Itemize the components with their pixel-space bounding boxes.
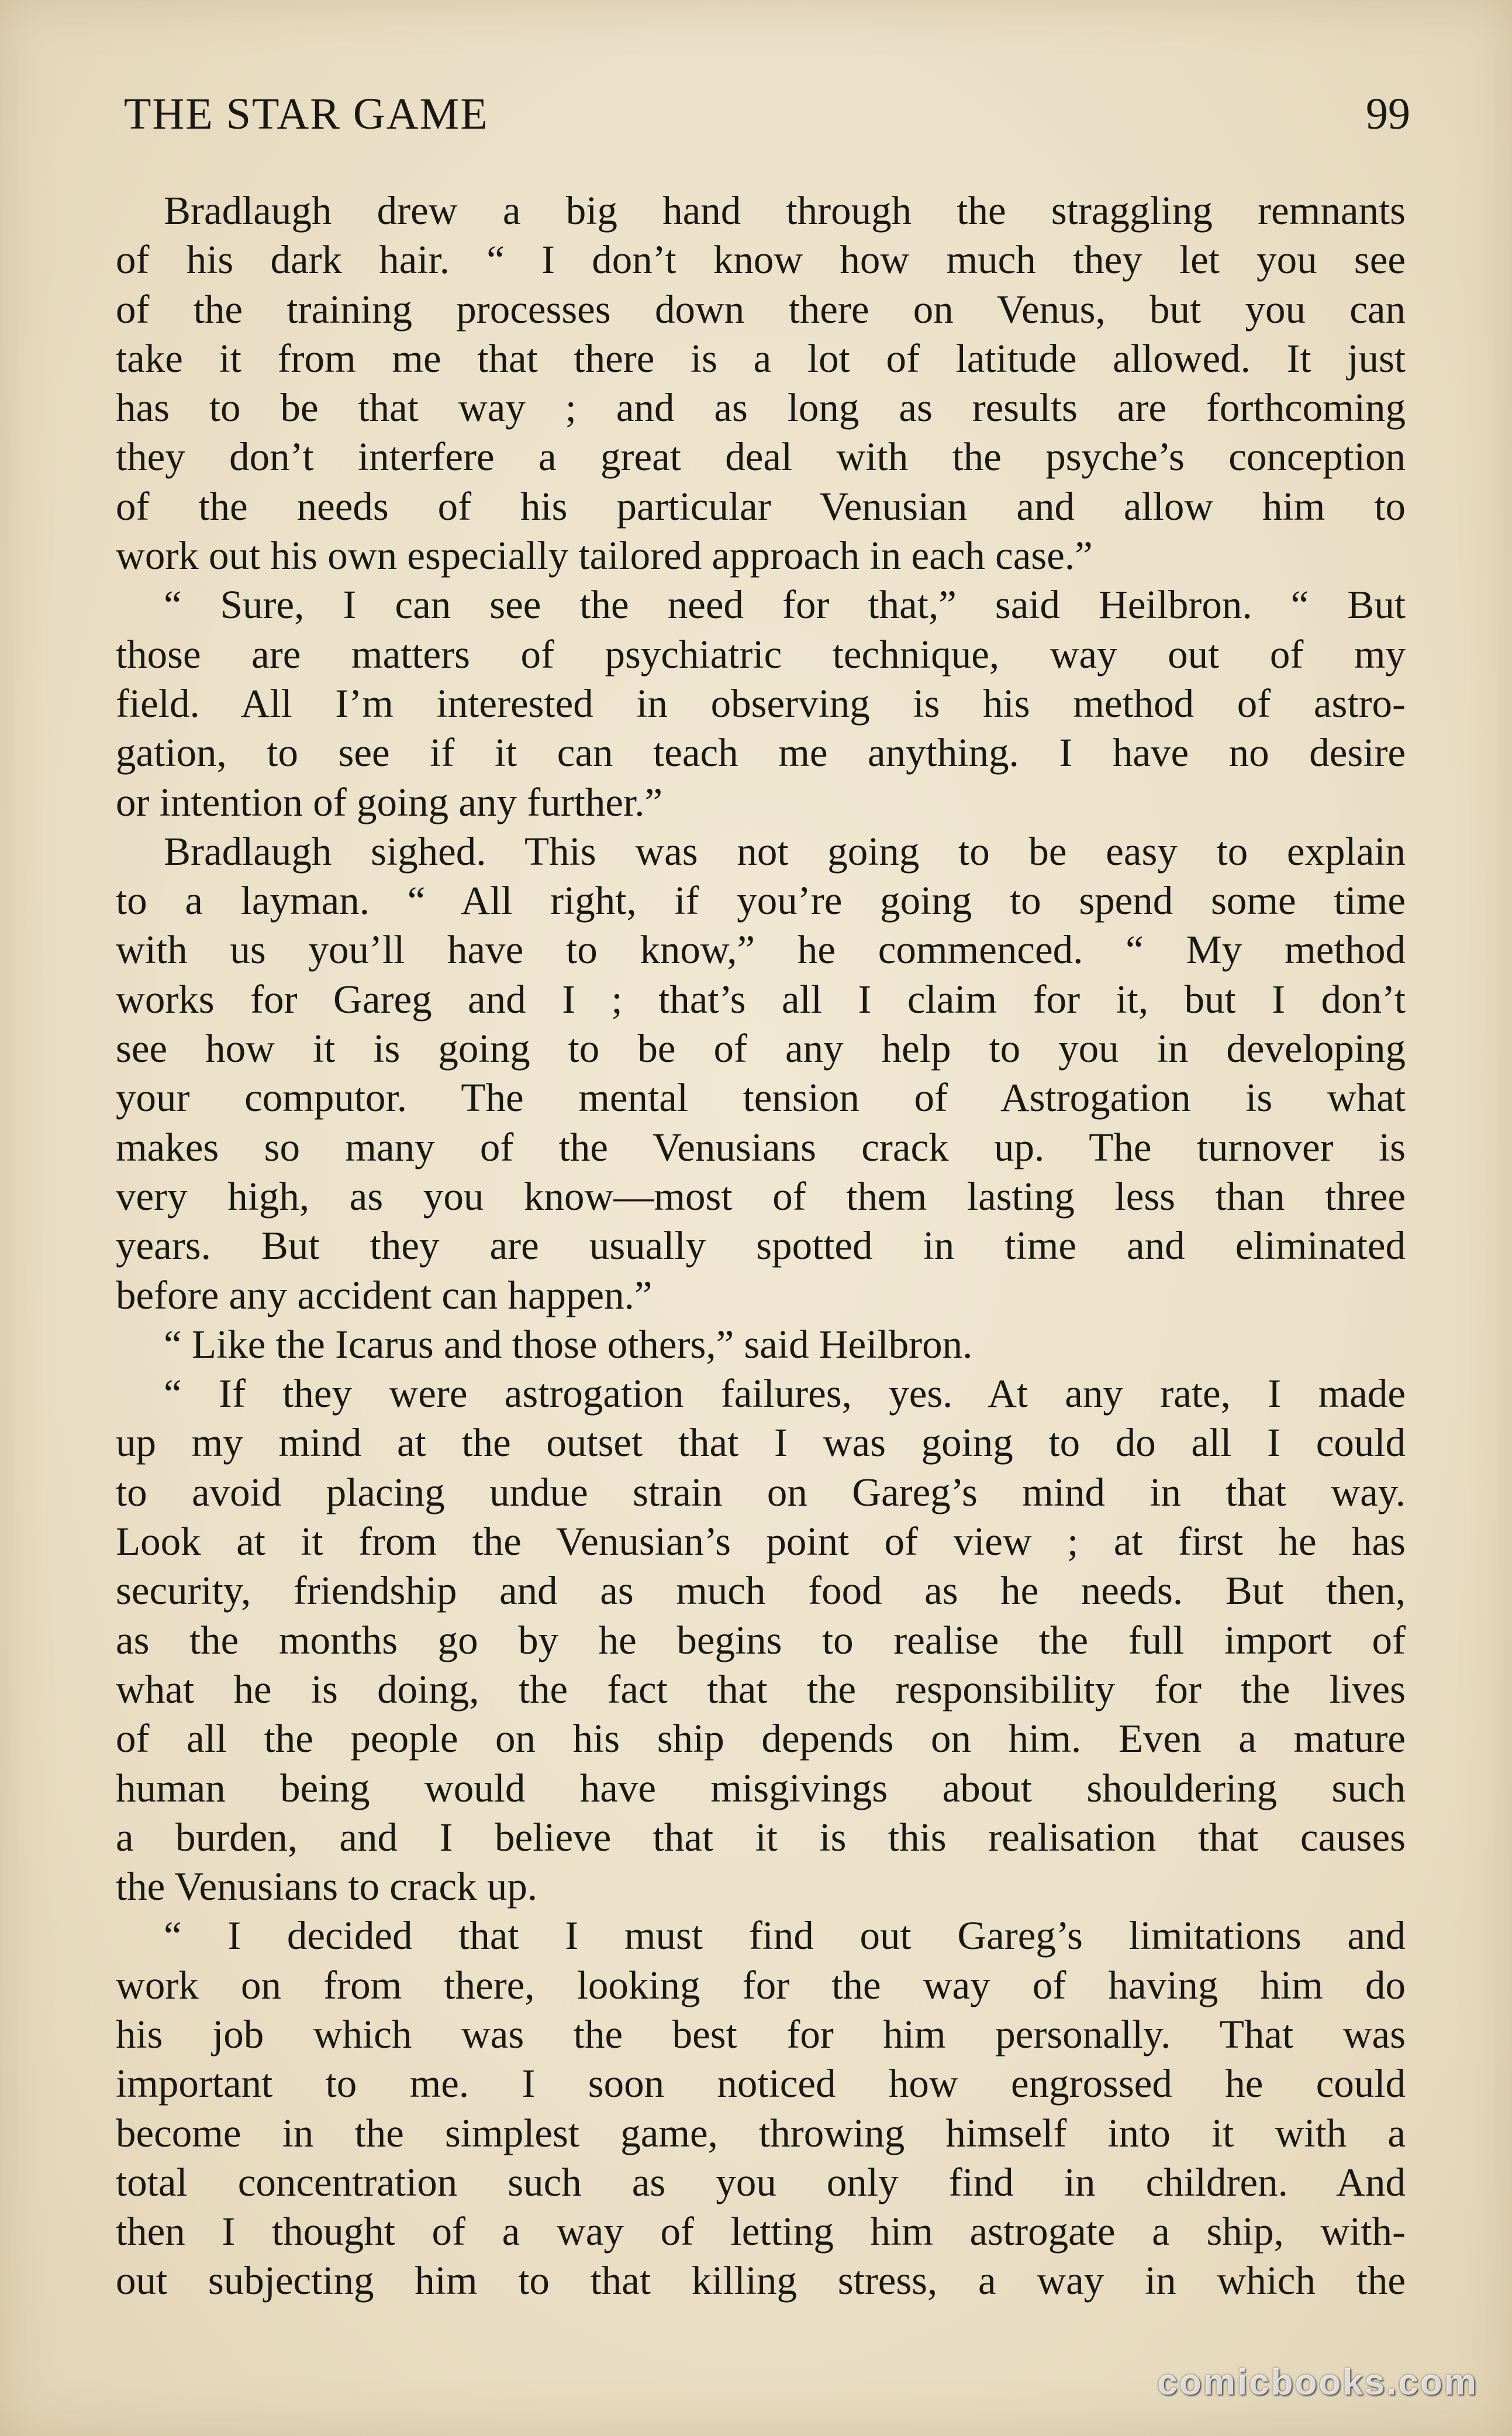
text-line: with us you’ll have to know,” he commenced. “ My method	[116, 927, 1406, 972]
page-header	[124, 82, 1410, 146]
text-line: take it from me that there is a lot of latitude allowed. It just	[116, 336, 1406, 381]
text-line: or intention of going any further.”	[116, 779, 663, 824]
text-line: Look at it from the Venusian’s point of view ; at first he has	[116, 1519, 1406, 1564]
text-line: to avoid placing undue strain on Gareg’s mind in that way.	[116, 1469, 1406, 1514]
text-line: they don’t interfere a great deal with the psyche’s conception	[116, 434, 1406, 479]
paragraph	[116, 186, 1406, 580]
text-line: then I thought of a way of letting him astrogate a ship, with-	[116, 2209, 1406, 2254]
paragraph	[116, 1369, 1406, 1911]
text-line: out subjecting him to that killing stress, a way in which the	[116, 2258, 1406, 2303]
text-line: of all the people on his ship depends on him. Even a mature	[116, 1716, 1406, 1761]
text-line: “ If they were astrogation failures, yes. At any rate, I made	[164, 1371, 1406, 1416]
paragraph	[116, 580, 1406, 826]
text-line: years. But they are usually spotted in time and eliminated	[116, 1223, 1406, 1268]
watermark: comicbooks.com	[1157, 2362, 1478, 2403]
text-line: become in the simplest game, throwing himself into it with a	[116, 2110, 1406, 2155]
text-line: work on from there, looking for the way of having him do	[116, 1962, 1406, 2007]
text-line: those are matters of psychiatric technique, way out of my	[116, 632, 1406, 677]
text-line: “ Like the Icarus and those others,” said Heilbron.	[164, 1321, 973, 1367]
paragraph	[116, 1911, 1406, 2305]
text-line: has to be that way ; and as long as results are forthcoming	[116, 385, 1406, 430]
text-line: field. All I’m interested in observing is his method of astro-	[116, 681, 1406, 726]
text-line: “ I decided that I must find out Gareg’s limitations and	[164, 1913, 1406, 1958]
text-line: see how it is going to be of any help to you in developing	[116, 1026, 1406, 1071]
text-line: before any accident can happen.”	[116, 1272, 653, 1317]
text-line: security, friendship and as much food as he needs. But then,	[116, 1568, 1406, 1613]
text-line: gation, to see if it can teach me anything. I have no desire	[116, 730, 1406, 775]
text-line: of the needs of his particular Venusian and allow him to	[116, 484, 1406, 529]
paragraph	[116, 1320, 1406, 1369]
paragraph	[116, 827, 1406, 1320]
text-line: what he is doing, the fact that the responsibility for the lives	[116, 1666, 1406, 1712]
text-line: a burden, and I believe that it is this realisation that causes	[116, 1814, 1406, 1859]
text-line: human being would have misgivings about shouldering such	[116, 1765, 1406, 1810]
text-line: total concentration such as you only find in children. And	[116, 2159, 1406, 2204]
text-line: Bradlaugh sighed. This was not going to be easy to explain	[164, 829, 1406, 874]
text-line: Bradlaugh drew a big hand through the straggling remnants	[164, 188, 1406, 233]
text-line: to a layman. “ All right, if you’re going to spend some time	[116, 878, 1406, 923]
text-line: works for Gareg and I ; that’s all I claim for it, but I don’t	[116, 977, 1406, 1022]
text-line: very high, as you know—most of them lasting less than three	[116, 1174, 1406, 1219]
text-line: your computor. The mental tension of Astrogation is what	[116, 1075, 1406, 1120]
text-line: up my mind at the outset that I was going to do all I could	[116, 1420, 1406, 1465]
body-text	[116, 186, 1406, 2306]
text-line: of his dark hair. “ I don’t know how much they let you see	[116, 237, 1406, 282]
text-line: as the months go by he begins to realise the full import of	[116, 1617, 1406, 1662]
text-line: of the training processes down there on Venus, but you can	[116, 287, 1406, 332]
text-line: the Venusians to crack up.	[116, 1864, 538, 1909]
page-number: 99	[1366, 89, 1410, 139]
text-line: work out his own especially tailored approach in each case.”	[116, 533, 1093, 578]
text-line: makes so many of the Venusians crack up. The turnover is	[116, 1124, 1406, 1169]
text-line: important to me. I soon noticed how engrossed he could	[116, 2061, 1406, 2106]
text-line: “ Sure, I can see the need for that,” said Heilbron. “ But	[164, 582, 1406, 627]
running-head: THE STAR GAME	[124, 89, 489, 139]
text-line: his job which was the best for him personally. That was	[116, 2011, 1406, 2057]
